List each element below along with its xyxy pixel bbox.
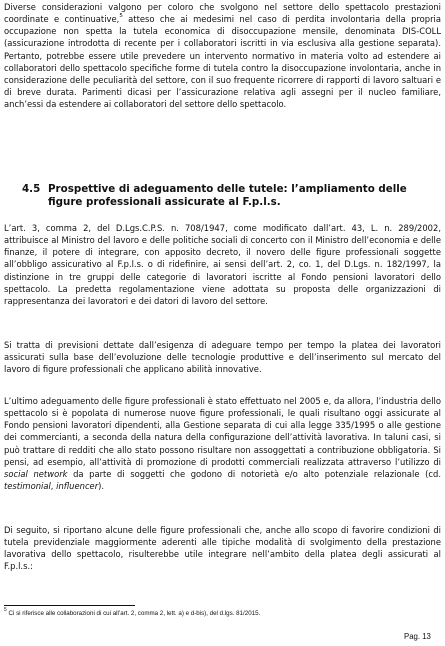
paragraph-4-end: ). — [98, 481, 105, 492]
footnote-text: Ci si riferisce alle collaborazioni di cui all’art. 2, comma 2, lett. a) e d-bis), del d.lgs. 81/2015. — [6, 610, 261, 617]
paragraph-4-text: L’ultimo adeguamento delle figure professionali è stato effettuato nel 2005 e, da allora, l’industria dello spettacolo si è popolata di numerose nuove figure professionali, le quali risultano oggi assicurate al Fondo pensioni lavoratori dipendenti, alla Gestione separata di cui alla legge 335/1995 o alle gestione dei commercianti, a seconda della natura della configurazione dell’attività lavorativa. In taluni casi, si può trattare di redditi che allo stato possono risultare non assoggettati a contribuzione obbligatoria. Si pensi, ad esempio, all’attività di promozione di prodotti commerciali realizzata attraverso l’utilizzo di — [4, 396, 441, 467]
emphasis-influencer: influencer — [56, 481, 99, 492]
section-heading — [4, 183, 441, 209]
footnote — [4, 606, 441, 618]
paragraph-4-middle: da parte di soggetti che godono di notorietà e/o alto potenziale relazionale (cd. — [67, 468, 441, 479]
paragraph-1 — [4, 1, 441, 110]
paragraph-4 — [4, 395, 441, 492]
paragraph-1-text: Diverse considerazioni valgono per coloro che svolgono nel settore dello spettacolo prestazioni coordinate e continuative, — [4, 2, 441, 25]
section-number: 4.5 — [22, 183, 41, 195]
page-number: Pag. 13 — [404, 632, 431, 641]
emphasis-social-network: social network — [4, 468, 68, 479]
paragraph-5: Di seguito, si riportano alcune delle figure professionali che, anche allo scopo di favorire condizioni di tutela previdenziale maggiormente aderenti alle tipiche modalità di svolgimento della prestazione lavorativa dello spettacolo, risulterebbe utile integrare nell’ambito della platea degli assicurati al F.p.l.s.: — [4, 525, 441, 572]
paragraph-4-separator: , — [50, 481, 57, 492]
section-title: Prospettive di adeguamento delle tutele: l’ampliamento delle figure professionali assicurate al F.p.l.s. — [48, 183, 407, 208]
paragraph-2: L’art. 3, comma 2, del D.Lgs.C.P.S. n. 708/1947, come modificato dall’art. 43, L. n. 289/2002, attribuisce al Ministro del lavoro e delle politiche sociali di concerto con il Ministro dell’economia e delle finanze, il potere di integrare, con apposito decreto, il novero delle figure professionali soggette all’obbligo assicurativo al F.p.l.s. o di ridefinire, ai sensi dell’art. 2, co. 1, del D.Lgs. n. 182/1997, la distinzione in tre gruppi delle categorie di lavoratori iscritte al Fondo pensioni lavoratori dello spettacolo. La predetta regolamentazione viene adottata su proposta delle organizzazioni di rappresentanza dei lavoratori e dei datori di lavoro del settore. — [4, 223, 441, 306]
footnote-reference[interactable]: 5 — [119, 13, 123, 20]
emphasis-testimonial: testimonial — [4, 481, 51, 492]
paragraph-3: Si tratta di previsioni dettate dall’esigenza di adeguare tempo per tempo la platea dei lavoratori assicurati sulla base dell’evoluzione delle tecnologie produttive e dell’inserimento sul mercato del lavoro di figure professionali che applicano abilità innovative. — [4, 340, 441, 375]
footnote-separator — [4, 605, 135, 606]
paragraph-1-continued: atteso che ai medesimi nel caso di perdita involontaria della propria occupazione non spetta la tutela economica di disoccupazione mensile, denominata DIS-COLL (assicurazione introdotta di recente per i collaboratori iscritti in via esclusiva alla gestione separata). Pertanto, potrebbe essere utile prevedere un intervento normativo in materia volto ad estendere ai collaboratori dello spettacolo specifiche forme di tutela contro la disoccupazione involontaria, anche in considerazione delle peculiarità del settore, con il suo frequente ricorrere di rapporti di lavoro saltuari e di breve durata. Parimenti dicasi per l’assicurazione relativa agli assegni per il nucleo familiare, anch’essi da estendere ai collaboratori del settore dello spettacolo. — [4, 14, 441, 110]
footnote-number: 5 — [4, 606, 7, 613]
